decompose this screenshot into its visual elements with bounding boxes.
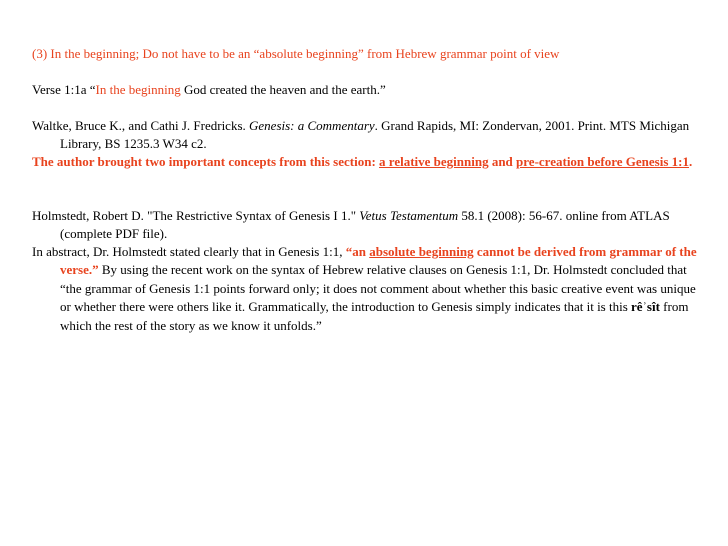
concept-relative-beginning: a relative beginning [379,154,489,169]
abstract-quote-term: absolute beginning [369,244,474,259]
waltke-citation [32,117,700,154]
holmstedt-citation [32,207,700,244]
concepts-lead: The author brought two important concepts from this section: [32,154,380,169]
verse-prefix: Verse 1:1a “ [32,82,96,97]
holmstedt-citation-end: 58.1 (2008): 56-67. online from ATLAS (complete PDF file). [60,208,670,242]
waltke-details: . Grand Rapids, MI: Zondervan, 2001. Print. MTS Michigan Library, BS 1235.3 W34 c2. [60,118,690,152]
verse-rest: God created the heaven and the earth.” [180,82,386,97]
section-heading [32,45,672,63]
abstract-quote-open: “an [345,244,370,259]
abstract-paragraph [32,243,700,335]
verse-line [32,81,672,99]
abstract-body: By using the recent work on the syntax of Hebrew relative clauses on Genesis 1:1, Dr. Holmstedt concluded that “the grammar of Genesis 1:1 points forward only; it does not comment about whether this basic creative event was unique or whether there were others like it. Grammatically, the introduction to Genesis simply indicates that it is this [60,262,696,315]
waltke-authors: Waltke, Bruce K., and Cathi J. Fredricks. [32,118,250,133]
abstract-term: rêʾsît [631,299,660,315]
concept-pre-creation: pre-creation before Genesis 1:1 [516,154,689,169]
concepts-paragraph [32,153,700,171]
concepts-and: and [488,154,517,169]
holmstedt-journal: Vetus Testamentum [359,208,459,223]
abstract-closing: from which the rest of the story as we know it unfolds.” [60,299,689,333]
heading-text: (3) In the beginning; Do not have to be an “absolute beginning” from Hebrew grammar point of view [32,46,560,61]
abstract-quote-rest: cannot be derived from grammar of the verse.” [60,244,697,278]
verse-highlight: In the beginning [95,82,181,97]
concepts-end: . [688,154,693,169]
waltke-title: Genesis: a Commentary [249,118,375,133]
abstract-lead: In abstract, Dr. Holmstedt stated clearly that in Genesis 1:1, [32,244,346,259]
holmstedt-citation-start: Holmstedt, Robert D. "The Restrictive Syntax of Genesis I 1." [32,208,360,223]
